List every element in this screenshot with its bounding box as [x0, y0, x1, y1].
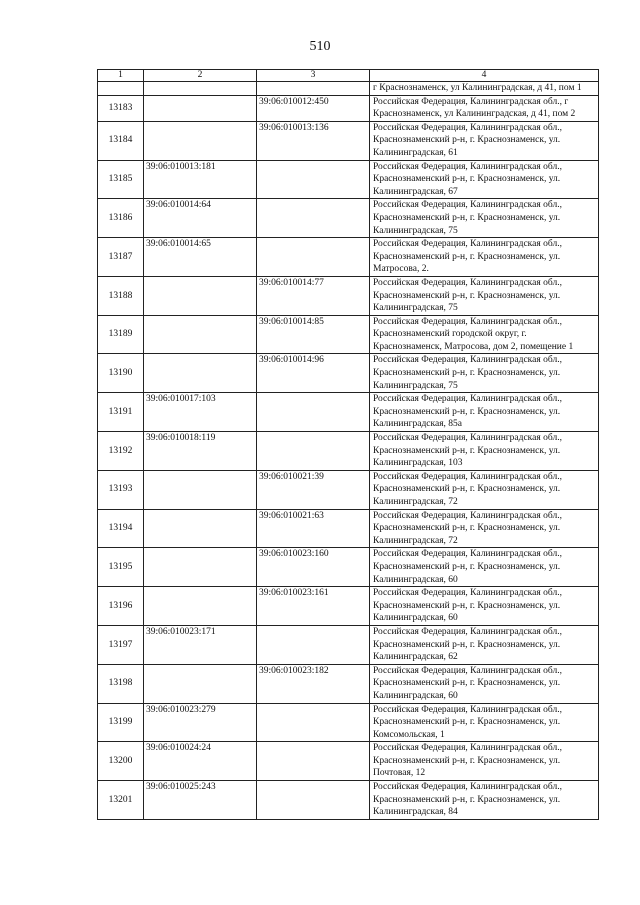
record-number-cell: 13201	[98, 781, 144, 820]
cadastral-number-cell	[144, 664, 257, 703]
address-cell: Российская Федерация, Калининградская обл., г Краснознаменск, ул Калининградская, д 41, пом 2	[370, 95, 599, 121]
cadastral-number-cell: 39:06:010013:181	[144, 160, 257, 199]
address-cell: Российская Федерация, Калининградская обл., Краснознаменский р-н, г. Краснознаменск, ул. Почтовая, 12	[370, 742, 599, 781]
record-number-cell: 13193	[98, 470, 144, 509]
cadastral-number-cell	[144, 315, 257, 354]
cadastral-number-cell: 39:06:010014:65	[144, 238, 257, 277]
cadastral-number-cell: 39:06:010023:279	[144, 703, 257, 742]
column-header-4: 4	[370, 70, 599, 82]
table-row	[98, 548, 599, 587]
cadastral-number-cell	[144, 470, 257, 509]
cadastral-number-cell	[144, 276, 257, 315]
cadastral-number-cell	[144, 587, 257, 626]
cadastral-number-cell	[257, 703, 370, 742]
cadastral-number-cell	[144, 509, 257, 548]
cadastral-number-cell: 39:06:010023:182	[257, 664, 370, 703]
table-row	[98, 742, 599, 781]
record-number-cell: 13183	[98, 95, 144, 121]
cadastral-number-cell	[144, 354, 257, 393]
cadastral-number-cell: 39:06:010017:103	[144, 393, 257, 432]
address-cell: Российская Федерация, Калининградская обл., Краснознаменский р-н, г. Краснознаменск, ул. Калининградская, 72	[370, 509, 599, 548]
table-row	[98, 393, 599, 432]
table-row	[98, 470, 599, 509]
address-cell: Российская Федерация, Калининградская обл., Краснознаменский городской округ, г. Краснознаменск, Матросова, дом 2, помещение 1	[370, 315, 599, 354]
address-cell: Российская Федерация, Калининградская обл., Краснознаменский р-н, г. Краснознаменск, ул. Калининградская, 61	[370, 121, 599, 160]
cadastral-number-cell	[257, 781, 370, 820]
table-row	[98, 587, 599, 626]
continued-row	[98, 82, 599, 96]
table-row	[98, 354, 599, 393]
continued-cad3-cell	[257, 82, 370, 96]
cadastral-number-cell: 39:06:010013:136	[257, 121, 370, 160]
table-row	[98, 160, 599, 199]
cadastral-number-cell: 39:06:010014:96	[257, 354, 370, 393]
record-number-cell: 13186	[98, 199, 144, 238]
cadastral-number-cell	[257, 199, 370, 238]
cadastral-number-cell: 39:06:010021:63	[257, 509, 370, 548]
cadastral-number-cell: 39:06:010025:243	[144, 781, 257, 820]
record-number-cell: 13184	[98, 121, 144, 160]
table-row	[98, 199, 599, 238]
address-cell: Российская Федерация, Калининградская обл., Краснознаменский р-н, г. Краснознаменск, ул. Калининградская, 62	[370, 625, 599, 664]
address-cell: Российская Федерация, Калининградская обл., Краснознаменский р-н, г. Краснознаменск, ул. Калининградская, 60	[370, 587, 599, 626]
table-row	[98, 121, 599, 160]
record-number-cell: 13189	[98, 315, 144, 354]
record-number-cell: 13191	[98, 393, 144, 432]
page-number: 510	[309, 39, 331, 54]
cadastral-number-cell: 39:06:010023:161	[257, 587, 370, 626]
table-row	[98, 781, 599, 820]
cadastral-number-cell: 39:06:010021:39	[257, 470, 370, 509]
address-cell: Российская Федерация, Калининградская обл., Краснознаменский р-н, г. Краснознаменск, ул. Калининградская, 84	[370, 781, 599, 820]
table-row	[98, 315, 599, 354]
cadastral-number-cell: 39:06:010014:77	[257, 276, 370, 315]
table-row	[98, 509, 599, 548]
cadastral-number-cell	[144, 95, 257, 121]
cadastral-number-cell	[257, 238, 370, 277]
cadastral-number-cell: 39:06:010012:450	[257, 95, 370, 121]
record-number-cell: 13199	[98, 703, 144, 742]
cadastral-number-cell: 39:06:010023:160	[257, 548, 370, 587]
continued-address-cell: г Краснознаменск, ул Калининградская, д 41, пом 1	[370, 82, 599, 96]
address-cell: Российская Федерация, Калининградская обл., Краснознаменский р-н, г. Краснознаменск, ул. Комсомольская, 1	[370, 703, 599, 742]
cadastral-number-cell: 39:06:010018:119	[144, 432, 257, 471]
record-number-cell: 13195	[98, 548, 144, 587]
record-number-cell: 13198	[98, 664, 144, 703]
cadastral-number-cell: 39:06:010014:64	[144, 199, 257, 238]
header-row	[98, 70, 599, 82]
address-cell: Российская Федерация, Калининградская обл., Краснознаменский р-н, г. Краснознаменск, ул. Калининградская, 60	[370, 548, 599, 587]
record-number-cell: 13187	[98, 238, 144, 277]
address-cell: Российская Федерация, Калининградская обл., Краснознаменский р-н, г. Краснознаменск, ул. Матросова, 2.	[370, 238, 599, 277]
cadastral-number-cell	[257, 625, 370, 664]
cadastral-number-cell: 39:06:010023:171	[144, 625, 257, 664]
record-number-cell: 13190	[98, 354, 144, 393]
address-cell: Российская Федерация, Калининградская обл., Краснознаменский р-н, г. Краснознаменск, ул. Калининградская, 75	[370, 276, 599, 315]
table-row	[98, 432, 599, 471]
table-row	[98, 276, 599, 315]
continued-cad2-cell	[144, 82, 257, 96]
column-header-2: 2	[144, 70, 257, 82]
registry-table	[97, 69, 599, 820]
continued-num-cell	[98, 82, 144, 96]
address-cell: Российская Федерация, Калининградская обл., Краснознаменский р-н, г. Краснознаменск, ул. Калининградская, 103	[370, 432, 599, 471]
cadastral-number-cell	[144, 121, 257, 160]
cadastral-number-cell	[257, 432, 370, 471]
cadastral-number-cell: 39:06:010014:85	[257, 315, 370, 354]
table-row	[98, 625, 599, 664]
record-number-cell: 13185	[98, 160, 144, 199]
column-header-3: 3	[257, 70, 370, 82]
cadastral-number-cell	[144, 548, 257, 587]
table-row	[98, 664, 599, 703]
cadastral-number-cell: 39:06:010024:24	[144, 742, 257, 781]
record-number-cell: 13194	[98, 509, 144, 548]
table-row	[98, 95, 599, 121]
column-header-1: 1	[98, 70, 144, 82]
record-number-cell: 13196	[98, 587, 144, 626]
address-cell: Российская Федерация, Калининградская обл., Краснознаменский р-н, г. Краснознаменск, ул. Калининградская, 85а	[370, 393, 599, 432]
address-cell: Российская Федерация, Калининградская обл., Краснознаменский р-н, г. Краснознаменск, ул. Калининградская, 75	[370, 354, 599, 393]
cadastral-number-cell	[257, 393, 370, 432]
table-row	[98, 703, 599, 742]
record-number-cell: 13200	[98, 742, 144, 781]
cadastral-number-cell	[257, 160, 370, 199]
address-cell: Российская Федерация, Калининградская обл., Краснознаменский р-н, г. Краснознаменск, ул. Калининградская, 72	[370, 470, 599, 509]
address-cell: Российская Федерация, Калининградская обл., Краснознаменский р-н, г. Краснознаменск, ул. Калининградская, 60	[370, 664, 599, 703]
record-number-cell: 13197	[98, 625, 144, 664]
record-number-cell: 13188	[98, 276, 144, 315]
record-number-cell: 13192	[98, 432, 144, 471]
cadastral-number-cell	[257, 742, 370, 781]
address-cell: Российская Федерация, Калининградская обл., Краснознаменский р-н, г. Краснознаменск, ул. Калининградская, 75	[370, 199, 599, 238]
table-row	[98, 238, 599, 277]
address-cell: Российская Федерация, Калининградская обл., Краснознаменский р-н, г. Краснознаменск, ул. Калининградская, 67	[370, 160, 599, 199]
table-body	[98, 82, 599, 820]
